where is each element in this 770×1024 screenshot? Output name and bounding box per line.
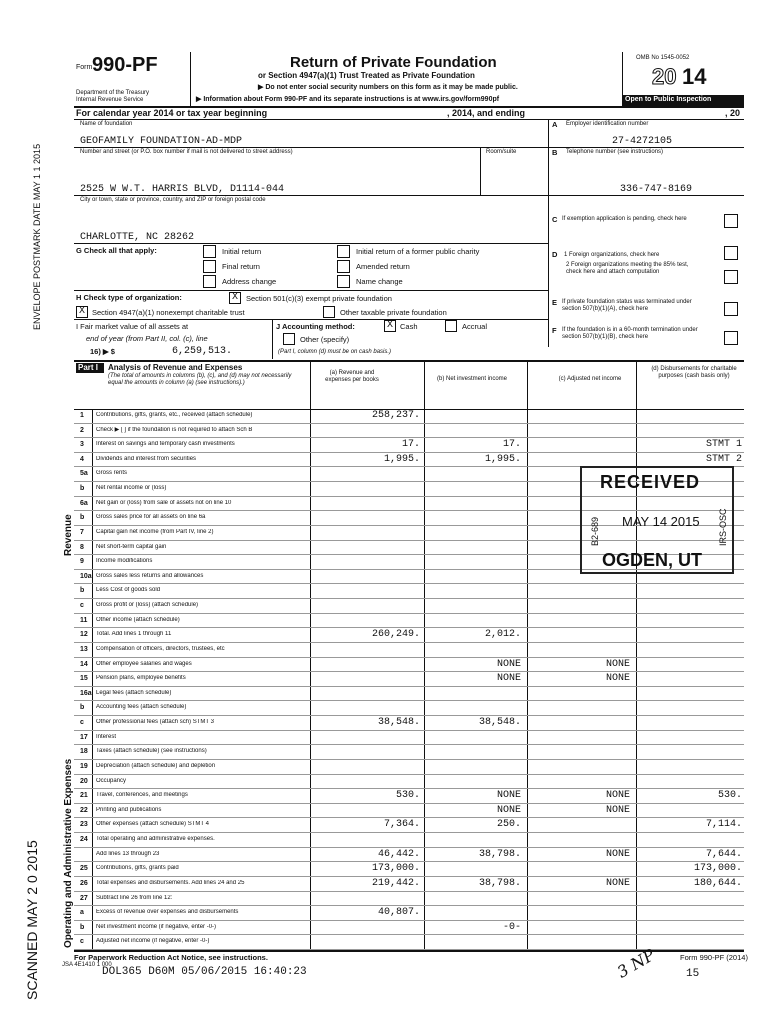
info-notice: ▶ Information about Form 990-PF and its separate instructions is at www.irs.gov/form990pf (196, 96, 500, 103)
e-checkbox[interactable] (724, 302, 738, 316)
line-label: Gross sales price for all assets on line 6a (96, 514, 206, 521)
f-checkbox[interactable] (724, 331, 738, 345)
table-row (74, 409, 744, 424)
table-row (74, 584, 744, 599)
table-row (74, 658, 744, 673)
cell-col-a: 46,442. (377, 848, 420, 860)
stamp-code-left: B2-689 (590, 516, 600, 546)
col-b-header: (b) Net investment income (436, 376, 508, 382)
line-number: 20 (80, 777, 88, 785)
j-note: (Part I, column (d) must be on cash basis.) (278, 349, 392, 355)
line-label: Taxes (attach schedule) (see instructions) (96, 748, 207, 755)
table-row (74, 424, 744, 439)
cell-col-d: STMT 1 (705, 439, 742, 451)
stamp-date: MAY 14 2015 (622, 514, 700, 529)
cell-col-d: STMT 2 (705, 453, 742, 465)
j-other-label: Other (specify) (300, 335, 350, 344)
name-label: Name of foundation (80, 121, 133, 127)
table-row (74, 687, 744, 702)
line-label: Less Cost of goods sold (96, 587, 161, 594)
line-number: 21 (80, 792, 88, 800)
line-number: 27 (80, 894, 88, 902)
form-label: Form (76, 64, 93, 71)
table-row (74, 892, 744, 907)
col-d-header: (d) Disbursements for charitable purposes (cash basis only) (651, 366, 737, 379)
line-label: Adjusted net income (if negative, enter -0-) (96, 938, 210, 945)
line-number: 13 (80, 645, 88, 653)
h-501-label: Section 501(c)(3) exempt private foundation (246, 294, 392, 303)
cell-col-d: 7,644. (705, 848, 742, 860)
line-label: Capital gain net income (from Part IV, line 2) (96, 528, 214, 535)
table-row (74, 833, 744, 848)
table-row (74, 599, 744, 614)
cell-col-c: NONE (605, 804, 630, 816)
table-row (74, 643, 744, 658)
f-text: If the foundation is in a 60-month termination under section 507(b)(1)(B), check here (562, 327, 698, 340)
line-label: Gross profit or (loss) (attach schedule) (96, 602, 199, 609)
cell-col-d: 530. (717, 790, 742, 802)
cell-col-a: 38,548. (377, 717, 420, 729)
table-row (74, 701, 744, 716)
line-label: Legal fees (attach schedule) (96, 689, 172, 696)
phone-label: Telephone number (see instructions) (566, 149, 664, 155)
line-number: 5a (80, 470, 88, 478)
fmv-value: 6,259,513. (172, 346, 233, 357)
g-name-label: Name change (356, 277, 403, 286)
table-row (74, 848, 744, 863)
cell-col-a: 219,442. (371, 877, 420, 889)
line-label: Excess of revenue over expenses and disbursements (96, 909, 239, 916)
table-row (74, 731, 744, 746)
c-checkbox[interactable] (724, 214, 738, 228)
received-stamp (580, 466, 734, 574)
open-public-inspection: Open to Public Inspection (625, 96, 712, 103)
line-number: 17 (80, 733, 88, 741)
stamp-received: RECEIVED (600, 472, 701, 492)
cell-col-a: 17. (401, 439, 420, 451)
j-cash-checkbox[interactable]: X (384, 320, 396, 332)
i-label-3: 16) ▶ $ (90, 347, 115, 356)
line-number: 11 (80, 616, 88, 624)
cell-col-a: 1,995. (383, 453, 420, 465)
letter-a: A (552, 120, 558, 129)
letter-b: B (552, 148, 558, 157)
line-label: Other employee salaries and wages (96, 660, 192, 667)
cell-col-b: NONE (496, 790, 521, 802)
side-label-expenses: Operating and Administrative Expenses (63, 758, 74, 948)
stamp-location: OGDEN, UT (602, 550, 703, 570)
table-row (74, 614, 744, 629)
line-label: Dividends and interest from securities (96, 455, 197, 462)
line-number: 15 (80, 675, 88, 683)
table-row (74, 906, 744, 921)
line-label: Add lines 13 through 23 (96, 850, 160, 857)
table-row (74, 921, 744, 936)
line-number: 22 (80, 806, 88, 814)
cell-col-b: 17. (502, 439, 521, 451)
line-label: Gross sales less returns and allowances (96, 572, 204, 579)
line-label: Occupancy (96, 777, 127, 784)
c-exemption-text: If exemption application is pending, check here (562, 216, 687, 222)
line-label: Contributions, gifts, grants paid (96, 865, 179, 872)
foundation-name: GEOFAMILY FOUNDATION-AD-MDP (80, 136, 243, 147)
g-address-label: Address change (222, 277, 277, 286)
line-number: b (80, 587, 85, 595)
line-label: Contributions, gifts, grants, etc., received (attach schedule) (96, 412, 253, 418)
cell-col-d: 180,644. (693, 877, 742, 889)
g-former-checkbox[interactable] (337, 245, 350, 258)
line-label: Income modifications (96, 558, 153, 565)
h-4947-label: Section 4947(a)(1) nonexempt charitable trust (92, 308, 245, 317)
h-other-checkbox[interactable] (323, 306, 335, 318)
line-number: 19 (80, 762, 88, 770)
jsa-code: JSA 4E1410 1 000 (62, 962, 112, 968)
room-label: Room/suite (486, 149, 517, 155)
line-label: Net short-term capital gain (96, 543, 167, 550)
stamp-code-right: IRS-OSC (718, 508, 728, 546)
line-label: Total operating and administrative expenses. (96, 836, 215, 843)
g-label: G Check all that apply: (76, 246, 157, 255)
line-number: 2 (80, 426, 84, 434)
line-number: c (80, 938, 84, 946)
cell-col-a: 260,249. (371, 629, 420, 641)
part1-tag: Part I (78, 363, 99, 372)
side-label-revenue: Revenue (63, 514, 74, 556)
table-row (74, 745, 744, 760)
g-amended-checkbox[interactable] (337, 260, 350, 273)
phone-value: 336-747-8169 (620, 184, 693, 195)
line-label: Travel, conferences, and meetings (96, 792, 188, 799)
cell-col-a: 258,237. (371, 410, 420, 421)
table-row (74, 716, 744, 731)
handwritten-initials: 3 NP (613, 945, 659, 982)
d2-text: 2 Foreign organizations meeting the 85% test, check here and attach computation (566, 262, 689, 275)
col-a-header: (a) Revenue and expenses per books (325, 370, 379, 383)
city-state-zip: CHARLOTTE, NC 28262 (80, 232, 195, 243)
irs-label: Internal Revenue Service (76, 97, 144, 103)
e-text: If private foundation status was terminated under section 507(b)(1)(A), check here (562, 299, 692, 312)
line-number: 1 (80, 412, 84, 419)
line-number: a (80, 909, 84, 917)
line-number: 12 (80, 631, 88, 639)
g-initial-label: Initial return (222, 247, 262, 256)
j-accrual-label: Accrual (462, 322, 488, 331)
cell-col-b: 38,798. (478, 877, 521, 889)
table-row (74, 672, 744, 687)
line-label: Interest on savings and temporary cash investments (96, 441, 235, 448)
col-c-header: (c) Adjusted net income (558, 376, 622, 382)
line-number: 8 (80, 543, 84, 551)
line-label: Accounting fees (attach schedule) (96, 704, 187, 711)
line-number: 6a (80, 499, 88, 507)
omb-number: OMB No 1545-0052 (636, 55, 690, 61)
form-subtitle: or Section 4947(a)(1) Trust Treated as Private Foundation (258, 71, 475, 80)
line-number: 7 (80, 528, 84, 536)
cell-col-a: 7,364. (383, 819, 420, 831)
cell-col-c: NONE (605, 673, 630, 685)
line-number: 23 (80, 821, 88, 829)
envelope-postmark: ENVELOPE POSTMARK DATE MAY 1 1 2015 (32, 143, 42, 330)
line-number: 3 (80, 441, 84, 449)
table-row (74, 804, 744, 819)
line-number: 9 (80, 558, 84, 566)
line-label: Subtract line 26 from line 12: (96, 894, 173, 901)
g-name-checkbox[interactable] (337, 275, 350, 288)
g-final-checkbox[interactable] (203, 260, 216, 273)
year-outline: 20 (652, 64, 677, 89)
line-number: b (80, 704, 85, 712)
line-label: Other professional fees (attach sch) STMT 3 (96, 719, 214, 726)
calendar-mid: , 2014, and ending (447, 108, 526, 118)
cell-col-b: NONE (496, 673, 521, 685)
line-number: 10a (80, 572, 92, 580)
line-number: b (80, 923, 85, 931)
ein-value: 27-4272105 (612, 136, 673, 147)
line-label: Total expenses and disbursements. Add lines 24 and 25 (96, 879, 245, 886)
line-number: 14 (80, 660, 88, 668)
line-number: 4 (80, 455, 84, 463)
g-final-label: Final return (222, 262, 260, 271)
g-initial-checkbox[interactable] (203, 245, 216, 258)
ssn-notice: ▶ Do not enter social security numbers on this form as it may be made public. (258, 84, 518, 91)
cell-col-b: 38,548. (478, 717, 521, 729)
line-label: Net rental income or (loss) (96, 485, 167, 492)
line-label: Interest (96, 733, 117, 740)
line-label: Pension plans, employee benefits (96, 675, 186, 682)
cell-col-a: 530. (395, 790, 420, 802)
cell-col-c: NONE (605, 658, 630, 670)
calendar-year-line: For calendar year 2014 or tax year beginning (76, 108, 268, 118)
part1-title-note: (The total of amounts in columns (b), (c), and (d) may not necessarily equal the amounts in column (a) (see instructions).) (108, 373, 292, 386)
cell-col-d: 173,000. (693, 863, 742, 875)
table-row (74, 628, 744, 643)
line-label: Gross rents (96, 470, 128, 477)
letter-c: C (552, 215, 558, 224)
cell-col-b: 38,798. (478, 848, 521, 860)
cell-col-c: NONE (605, 790, 630, 802)
form-ref: Form 990-PF (2014) (680, 953, 748, 962)
j-other-checkbox[interactable] (283, 333, 295, 345)
line-number: b (80, 485, 85, 493)
table-row (74, 818, 744, 833)
line-number: c (80, 719, 84, 727)
line-number: c (80, 602, 84, 610)
line-label: Check ▶ [ ] if the foundation is not required to attach Sch B (96, 426, 253, 433)
year-bold: 14 (682, 64, 707, 89)
letter-e: E (552, 298, 558, 307)
cell-col-b: 2,012. (484, 629, 521, 641)
line-label: Depreciation (attach schedule) and depletion (96, 762, 216, 769)
letter-d: D (552, 250, 558, 259)
g-amended-label: Amended return (356, 262, 410, 271)
line-number: 16a (80, 689, 92, 697)
table-row (74, 789, 744, 804)
line-number: 26 (80, 879, 88, 887)
form-number: 990-PF (92, 54, 158, 76)
line-number: 18 (80, 748, 88, 756)
j-cash-label: Cash (400, 322, 418, 331)
table-row (74, 438, 744, 453)
g-address-checkbox[interactable] (203, 275, 216, 288)
d1-text: 1 Foreign organizations, check here (564, 252, 660, 258)
cell-col-c: NONE (605, 877, 630, 889)
line-number: 24 (80, 836, 88, 844)
line-label: Printing and publications (96, 806, 162, 813)
letter-f: F (552, 326, 557, 335)
line-label: Net gain or (loss) from sale of assets not on line 10 (96, 499, 232, 506)
paperwork-notice: For Paperwork Reduction Act Notice, see instructions. (74, 953, 268, 962)
street-address: 2525 W W.T. HARRIS BLVD, D1114-044 (80, 184, 285, 195)
print-id: DOL365 D60M 05/06/2015 16:40:23 (102, 966, 307, 978)
cell-col-b: NONE (496, 804, 521, 816)
h-501-checkbox[interactable]: X (229, 292, 241, 304)
h-4947-checkbox[interactable]: X (76, 306, 88, 318)
line-label: Other expenses (attach schedule) STMT 4 (96, 821, 209, 828)
cell-col-a: 40,807. (377, 907, 420, 919)
cell-col-b: NONE (496, 658, 521, 670)
line-number: 25 (80, 865, 88, 873)
line-label: Total. Add lines 1 through 11 (96, 631, 172, 638)
table-row (74, 760, 744, 775)
j-label: J Accounting method: (276, 322, 355, 331)
cell-col-b: 1,995. (484, 453, 521, 465)
scanned-stamp: SCANNED MAY 2 0 2015 (24, 840, 40, 1000)
i-label-2: end of year (from Part II, col. (c), line (86, 334, 208, 343)
line-label: Compensation of officers, directors, trustees, etc (96, 645, 225, 652)
cell-col-b: 250. (496, 819, 521, 831)
cell-col-c: NONE (605, 848, 630, 860)
city-label: City or town, state or province, country, and ZIP or foreign postal code (80, 197, 266, 203)
h-other-label: Other taxable private foundation (340, 308, 447, 317)
cell-col-d: 7,114. (705, 819, 742, 831)
g-former-label: Initial return of a former public charity (356, 247, 480, 256)
page-number: 15 (686, 968, 700, 980)
d2-checkbox[interactable] (724, 270, 738, 284)
cell-col-a: 173,000. (371, 863, 420, 875)
cell-col-b: -0- (502, 921, 521, 933)
calendar-end: , 20 (725, 108, 741, 118)
line-number: b (80, 514, 85, 522)
ein-label: Employer identification number (566, 121, 649, 127)
line-label: Other income (attach schedule) (96, 616, 180, 623)
j-accrual-checkbox[interactable] (445, 320, 457, 332)
part1-title: Analysis of Revenue and Expenses (108, 363, 243, 372)
i-label-1: I Fair market value of all assets at (76, 322, 189, 331)
street-label: Number and street (or P.O. box number if mail is not delivered to street address) (80, 149, 293, 155)
d1-checkbox[interactable] (724, 246, 738, 260)
line-label: Net investment income (if negative, enter -0-) (96, 923, 217, 930)
form-title: Return of Private Foundation (290, 54, 497, 71)
table-row (74, 877, 744, 892)
table-row (74, 862, 744, 877)
dept-treasury: Department of the Treasury (76, 90, 150, 96)
table-row (74, 775, 744, 790)
h-label: H Check type of organization: (76, 293, 182, 302)
